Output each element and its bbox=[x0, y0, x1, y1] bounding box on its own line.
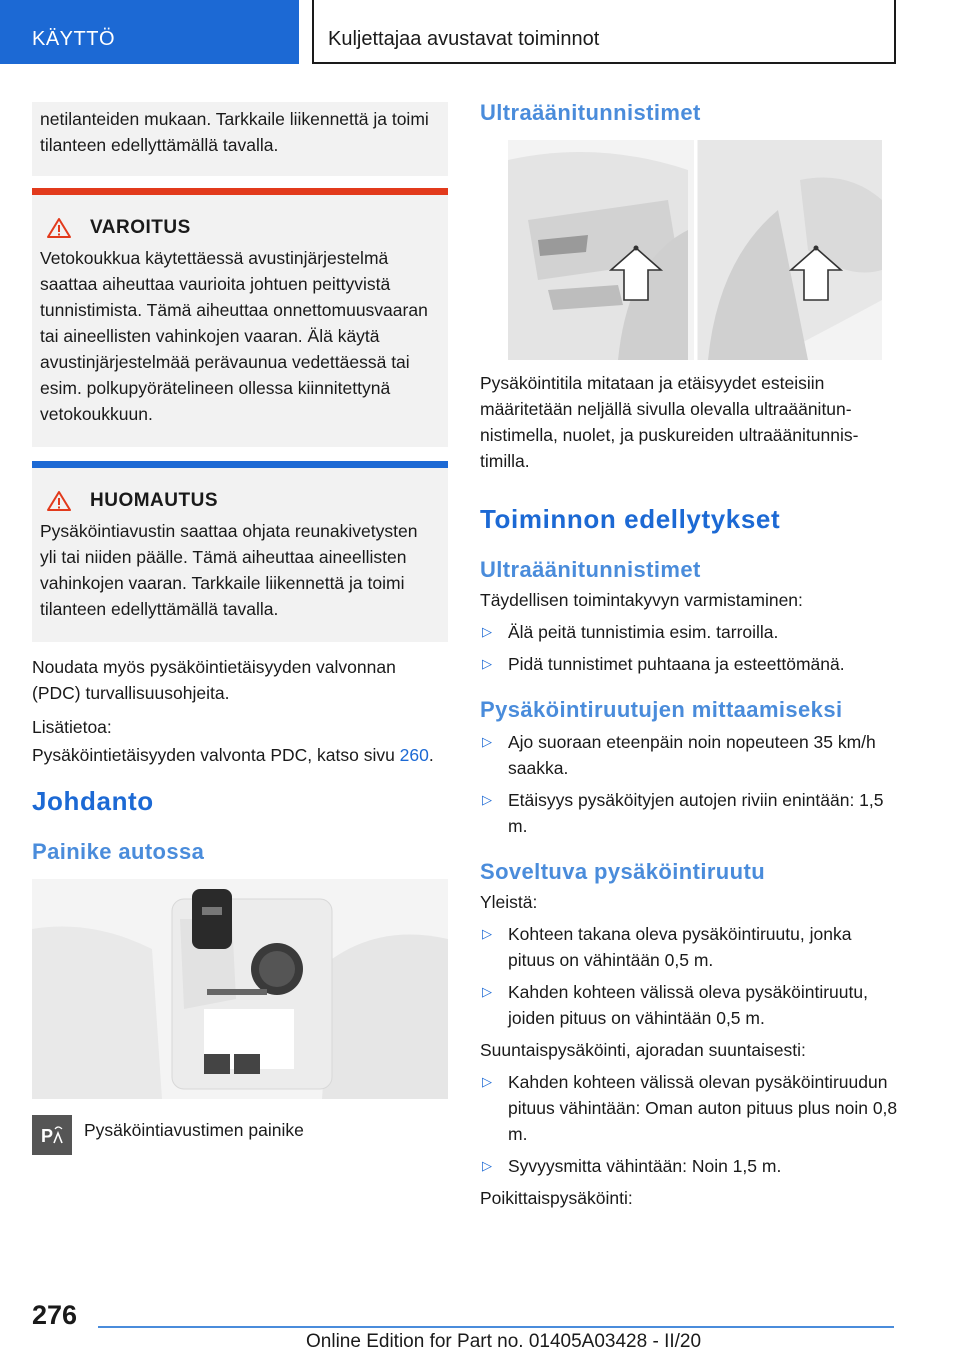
notice-heading bbox=[40, 488, 438, 514]
list-item: ▷ Kahden kohteen välissä oleva pysäköintiruutu, joiden pituus on vähintään 0,5 m. bbox=[480, 979, 898, 1031]
heading-toiminnon-edellytykset: Toiminnon edellytykset bbox=[480, 504, 781, 534]
edition-text: Online Edition for Part no. 01405A03428 - II/20 bbox=[306, 1331, 702, 1352]
list-item: ▷ Älä peitä tunnistimia esim. tarroilla. bbox=[480, 619, 898, 645]
general-label: Yleistä: bbox=[480, 892, 538, 912]
list-item: ▷ Kohteen takana oleva pysäköintiruutu, jonka pituus on vähintään 0,5 m. bbox=[480, 921, 898, 973]
heading-johdanto: Johdanto bbox=[32, 786, 154, 816]
heading-ultra-1: Ultraäänitunnistimet bbox=[480, 100, 701, 125]
warning-heading bbox=[40, 215, 438, 241]
reference-paragraph bbox=[32, 742, 448, 768]
chapter-title: Kuljettajaa avustavat toiminnot bbox=[328, 28, 600, 50]
section-tab bbox=[0, 0, 299, 64]
triangle-bullet-icon: ▷ bbox=[482, 1074, 492, 1089]
notice-text: Pysäköintiavustin saattaa ohjata reunakivetysten yli tai niiden päälle. Tämä aiheuttaa aineellisten vahinkojen vaaran. Tarkkaile liikennettä ja toimi tilanteen edellyttämällä tavalla. bbox=[40, 521, 418, 619]
warning-triangle-icon bbox=[46, 217, 72, 239]
button-caption: Pysäköintiavustimen painike bbox=[84, 1120, 304, 1140]
triangle-bullet-icon: ▷ bbox=[482, 624, 492, 639]
svg-text:P: P bbox=[41, 1126, 54, 1146]
triangle-bullet-icon: ▷ bbox=[482, 734, 492, 749]
left-column bbox=[32, 102, 448, 1155]
perpendicular-label: Poikittaispysäköinti: bbox=[480, 1188, 633, 1208]
right-column bbox=[480, 100, 898, 1211]
heading-ultra-2: Ultraäänitunnistimet bbox=[480, 557, 701, 582]
heading-soveltuva: Soveltuva pysäköintiruutu bbox=[480, 859, 766, 884]
section-title: KÄYTTÖ bbox=[32, 28, 116, 50]
notice-box bbox=[32, 461, 448, 642]
intro-text: netilanteiden mukaan. Tarkkaile liikennettä ja toimi tilanteen edellyttämällä tavalla. bbox=[40, 109, 429, 155]
chapter-header bbox=[312, 0, 896, 64]
list-item: ▷ Ajo suoraan eteenpäin noin nopeuteen 35 km/h saakka. bbox=[480, 729, 898, 781]
page-link[interactable]: 260 bbox=[399, 745, 429, 765]
warning-box bbox=[32, 188, 448, 447]
parallel-list bbox=[480, 1069, 898, 1179]
pdc-safety-paragraph: Noudata myös pysäköintietäisyyden valvonnan (PDC) turvallisuusohjeita. bbox=[32, 657, 396, 703]
triangle-bullet-icon: ▷ bbox=[482, 656, 492, 671]
triangle-bullet-icon: ▷ bbox=[482, 792, 492, 807]
heading-painike: Painike autossa bbox=[32, 839, 205, 864]
ultra-list bbox=[480, 619, 898, 677]
list-item: ▷ Etäisyys pysäköityjen autojen riviin enintään: 1,5 m. bbox=[480, 787, 898, 839]
more-info-label: Lisätietoa: bbox=[32, 717, 112, 737]
footer-divider bbox=[98, 1326, 894, 1328]
parking-assist-button-icon bbox=[32, 1115, 72, 1155]
notice-title: HUOMAUTUS bbox=[90, 490, 218, 511]
list-item: ▷ Kahden kohteen välissä olevan pysäköintiruudun pituus vähintään: Oman auton pituus plus noin 0,8 m. bbox=[480, 1069, 898, 1147]
button-caption-row bbox=[32, 1115, 448, 1155]
triangle-bullet-icon: ▷ bbox=[482, 1158, 492, 1173]
full-function-label: Täydellisen toimintakyvyn varmistaminen: bbox=[480, 590, 803, 610]
intro-box bbox=[32, 102, 448, 176]
reference-end: . bbox=[428, 745, 434, 765]
notice-triangle-icon bbox=[46, 490, 72, 512]
triangle-bullet-icon: ▷ bbox=[482, 926, 492, 941]
console-image bbox=[32, 879, 448, 1099]
warning-text: Vetokoukkua käytettäessä avustinjärjestelmä saattaa aiheuttaa vaurioita johtuen peittyvistä tunnistimista. Tämä aiheuttaa onnettomuusvaaran tai aineellisten vahinkojen vaaran. Älä käytä avustinjärjestelmää perävaunua vedettäessä tai esim. polkupyörätelineen ollessa kiinnitettynä vetokoukkuun. bbox=[40, 248, 428, 424]
triangle-bullet-icon: ▷ bbox=[482, 984, 492, 999]
list-item: ▷ Syvyysmitta vähintään: Noin 1,5 m. bbox=[480, 1153, 898, 1179]
page-number: 276 bbox=[32, 1300, 78, 1330]
sensor-image bbox=[508, 140, 882, 360]
parallel-label: Suuntaispysäköinti, ajoradan suuntaisesti: bbox=[480, 1040, 806, 1060]
reference-text: Pysäköintietäisyyden valvonta PDC, katso sivu bbox=[32, 745, 400, 765]
general-list bbox=[480, 921, 898, 1031]
sensor-description: Pysäköintitila mitataan ja etäisyydet esteisiin määritetään neljällä sivulla olevalla ultraäänitunnistimella, nuolet, ja puskureiden ultraäänitunnistimilla. bbox=[480, 373, 859, 471]
heading-mittaamiseksi: Pysäköintiruutujen mittaamiseksi bbox=[480, 697, 843, 722]
measure-list bbox=[480, 729, 898, 839]
list-item: ▷ Pidä tunnistimet puhtaana ja esteettömänä. bbox=[480, 651, 898, 677]
warning-title: VAROITUS bbox=[90, 217, 191, 238]
